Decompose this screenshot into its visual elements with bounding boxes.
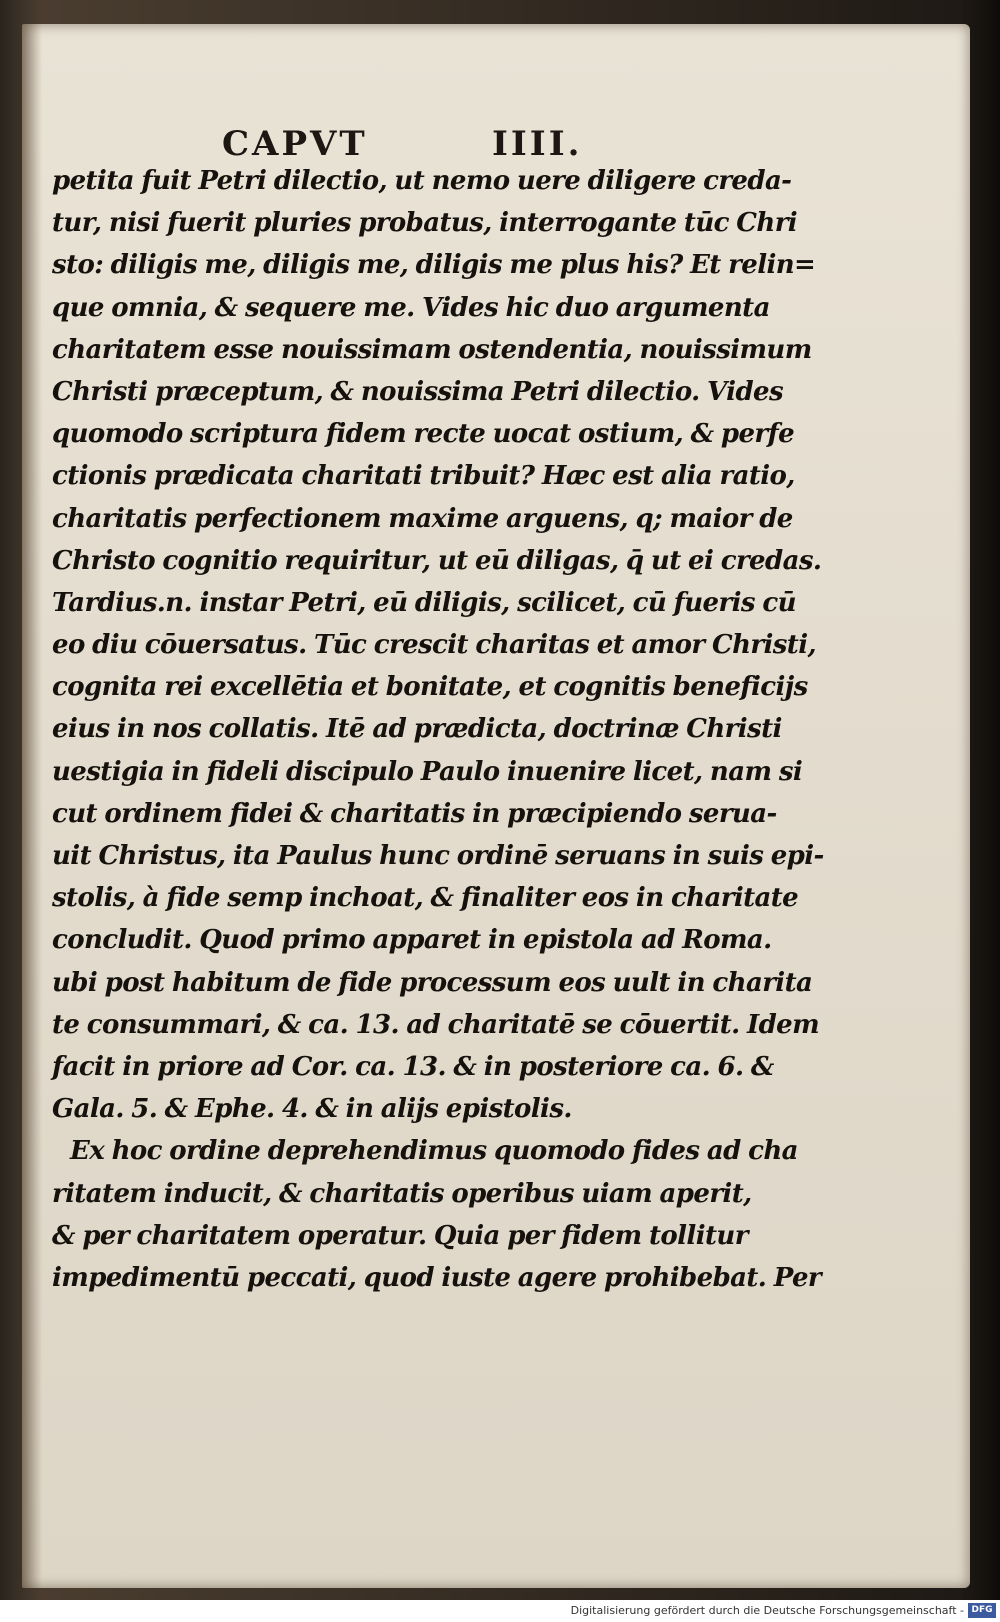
text-line: facit in priore ad Cor. ca. 13. & in posteriore ca. 6. &: [52, 1051, 774, 1082]
dfg-logo-icon: DFG: [968, 1603, 996, 1618]
text-line: eius in nos collatis. Itē ad prædicta, doctrinæ Christi: [52, 714, 782, 745]
funding-credit: Digitalisierung gefördert durch die Deutsche Forschungsgemeinschaft -: [570, 1604, 964, 1617]
text-line: ubi post habitum de fide processum eos uult in charita: [52, 967, 813, 998]
text-line: te consummari, & ca. 13. ad charitatē se cōuertit. Idem: [52, 1009, 819, 1040]
text-line: que omnia, & sequere me. Vides hic duo argumenta: [52, 292, 770, 323]
text-line: petita fuit Petri dilectio, ut nemo uere diligere creda-: [52, 166, 792, 196]
text-line: concludit. Quod primo apparet in epistola ad Roma.: [52, 925, 772, 956]
text-line: uestigia in fideli discipulo Paulo inuenire licet, nam si: [52, 756, 803, 787]
text-line: Christo cognitio requiritur, ut eū diligas, q̄ ut ei credas.: [52, 545, 822, 576]
text-line: ctionis prædicata charitati tribuit? Hæc est alia ratio,: [52, 461, 795, 492]
text-line: uit Christus, ita Paulus hunc ordinē seruans in suis epi-: [52, 841, 824, 871]
body-text: [52, 160, 824, 1299]
text-line: cut ordinem fidei & charitatis in præcipiendo serua-: [52, 798, 777, 829]
text-line: Gala. 5. & Ephe. 4. & in alijs epistolis.: [52, 1094, 572, 1125]
text-line: sto: diligis me, diligis me, diligis me plus his? Et relin=: [52, 250, 816, 281]
text-line: Tardius.n. instar Petri, eū diligis, scilicet, cū fueris cū: [52, 587, 796, 618]
footer-bar: [0, 1600, 1000, 1622]
text-line: impedimentū peccati, quod iuste agere prohibebat. Per: [52, 1262, 822, 1293]
header-caput: CAPVT: [222, 124, 368, 164]
text-line: quomodo scriptura fidem recte uocat ostium, & perfe: [52, 419, 795, 450]
text-line: & per charitatem operatur. Quia per fidem tollitur: [52, 1220, 748, 1251]
text-line: tur, nisi fuerit pluries probatus, interrogante tūc Chri: [52, 208, 798, 239]
text-line: Ex hoc ordine deprehendimus quomodo fides ad cha: [70, 1136, 798, 1167]
text-line: eo diu cōuersatus. Tūc crescit charitas et amor Christi,: [52, 630, 816, 661]
text-line: cognita rei excellētia et bonitate, et cognitis beneficijs: [52, 672, 808, 703]
text-line: charitatem esse nouissimam ostendentia, nouissimum: [52, 334, 812, 365]
text-line: stolis, à fide semp inchoat, & finaliter eos in charitate: [52, 883, 799, 914]
text-line: Christi præceptum, & nouissima Petri dilectio. Vides: [52, 376, 784, 407]
text-line: charitatis perfectionem maxime arguens, q; maior de: [52, 503, 793, 534]
header-chapter-number: IIII.: [492, 124, 583, 164]
text-line: ritatem inducit, & charitatis operibus uiam aperit,: [52, 1178, 752, 1209]
